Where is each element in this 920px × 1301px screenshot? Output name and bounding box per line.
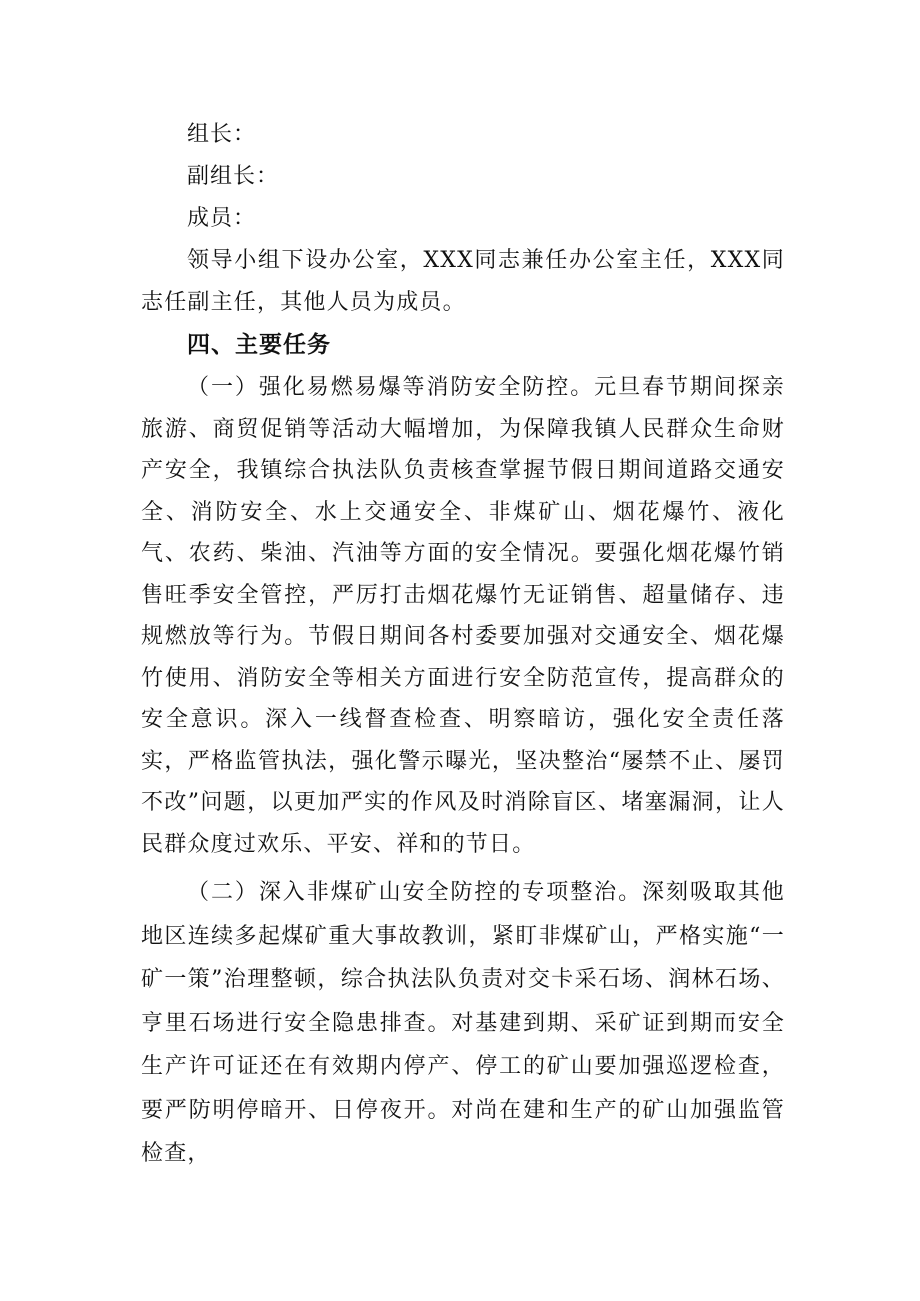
deputy-leader-line: 副组长：: [187, 164, 280, 189]
section-four-heading: 四、主要任务: [187, 332, 331, 358]
task-item-2-paragraph: （二）深入非煤矿山安全防控的专项整治。深刻吸取其他地区连续多起煤矿重大事故教训，紧盯非煤矿山，严格实施“一矿一策”治理整顿，综合执法队负责对交卡采石场、润林石场、亨里石场进行安全隐患排查。对基建到期、采矿证到期而安全生产许可证还在有效期内停产、停工的矿山要加强巡逻检查，要严防明停暗开、日停夜开。对尚在建和生产的矿山加强监管检查，: [141, 880, 785, 1166]
office-paragraph: 领导小组下设办公室，XXX同志兼任办公室主任，XXX同志任副主任，其他人员为成员。: [141, 248, 785, 315]
members-line: 成员：: [187, 206, 257, 231]
task-item-1-paragraph: （一）强化易燃易爆等消防安全防控。元旦春节期间探亲旅游、商贸促销等活动大幅增加，为保障我镇人民群众生命财产安全，我镇综合执法队负责核查掌握节假日期间道路交通安全、消防安全、水上交通安全、非煤矿山、烟花爆竹、液化气、农药、柴油、汽油等方面的安全情况。要强化烟花爆竹销售旺季安全管控，严厉打击烟花爆竹无证销售、超量储存、违规燃放等行为。节假日期间各村委要加强对交通安全、烟花爆竹使用、消防安全等相关方面进行安全防范宣传，提高群众的安全意识。深入一线督查检查、明察暗访，强化安全责任落实，严格监管执法，强化警示曝光，坚决整治“屡禁不止、屡罚不改”问题，以更加严实的作风及时消除盲区、堵塞漏洞，让人民群众度过欢乐、平安、祥和的节日。: [141, 375, 785, 857]
document-body: [141, 114, 785, 1176]
leader-line: 组长：: [187, 122, 257, 147]
